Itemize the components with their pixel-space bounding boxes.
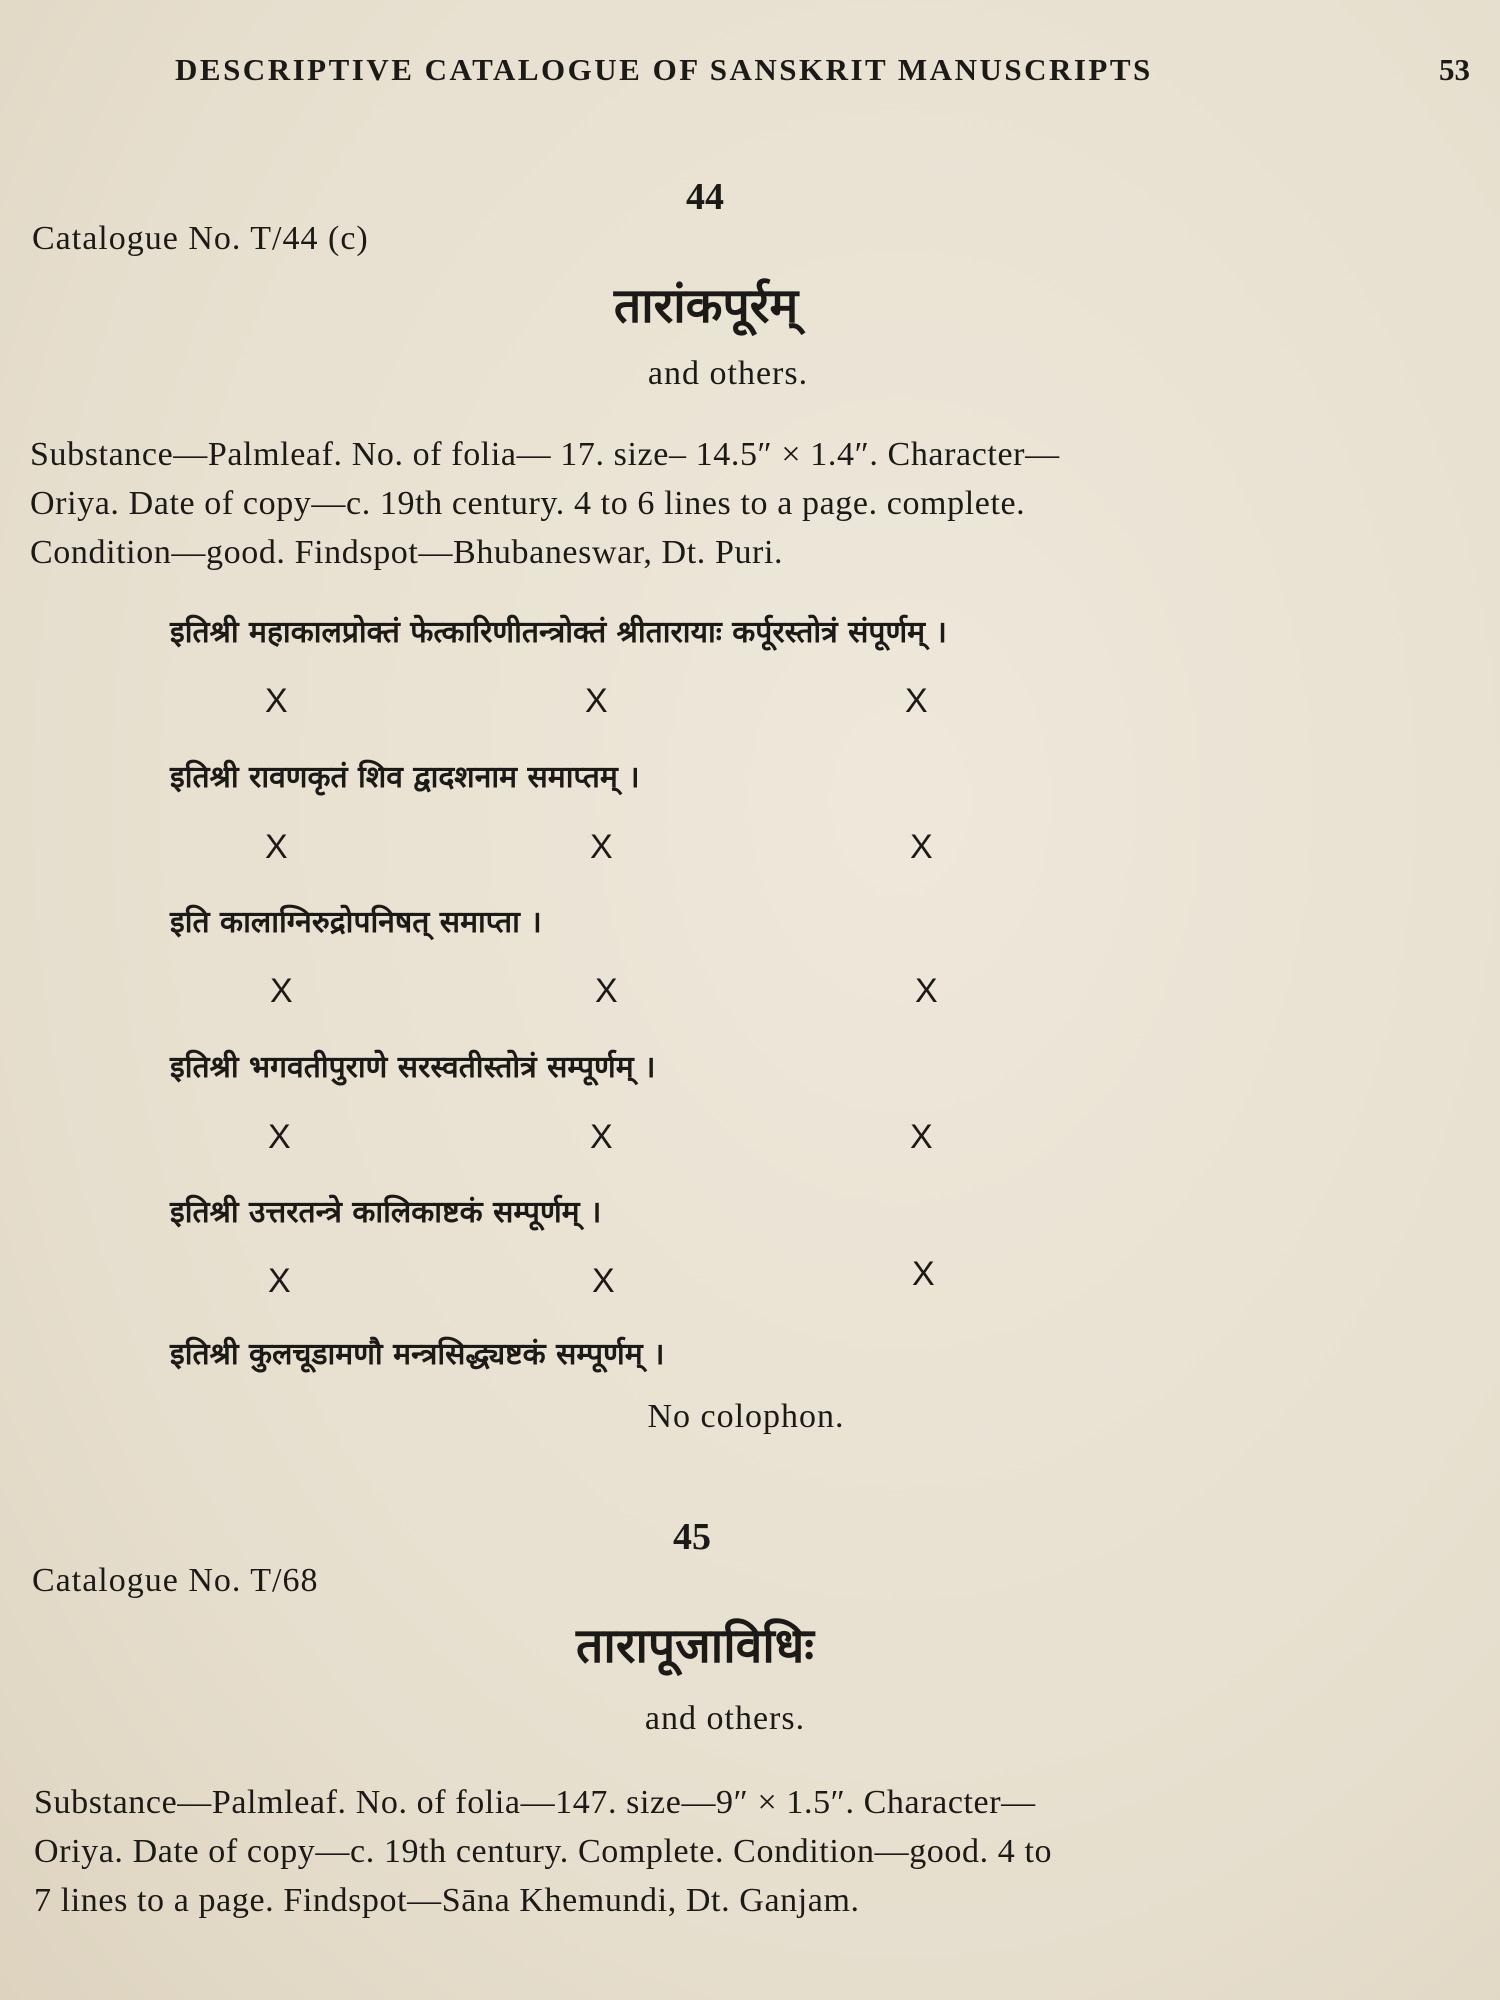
separator-mark: X: [590, 1118, 613, 1156]
separator-mark: X: [910, 828, 933, 866]
page-number: 53: [1439, 52, 1470, 87]
manuscript-title: तारांकपूर्रम्: [613, 278, 799, 334]
separator-mark: X: [590, 828, 613, 866]
separator-mark: X: [268, 1118, 291, 1156]
manuscript-subtitle: and others.: [644, 1700, 806, 1737]
separator-mark: X: [592, 1262, 615, 1300]
separator-mark: X: [585, 682, 608, 720]
entry-number: 45: [673, 1516, 711, 1558]
colophon-line: इतिश्री रावणकृतं शिव द्वादशनाम समाप्तम् ।: [170, 760, 640, 795]
description-line: Oriya. Date of copy—c. 19th century. Complete. Condition—good. 4 to: [34, 1833, 1053, 1870]
separator-mark: X: [270, 972, 293, 1010]
separator-mark: X: [595, 972, 618, 1010]
running-head: DESCRIPTIVE CATALOGUE OF SANSKRIT MANUSCRIPTS: [175, 52, 1153, 87]
manuscript-description: [30, 430, 1470, 577]
colophon-line: इतिश्री उत्तरतन्त्रे कालिकाष्टकं सम्पूर्णम् ।: [170, 1195, 602, 1230]
separator-mark: X: [268, 1262, 291, 1300]
manuscript-description: [34, 1778, 1474, 1925]
separator-mark: X: [265, 682, 288, 720]
description-line: Oriya. Date of copy—c. 19th century. 4 to 6 lines to a page. complete.: [30, 485, 1026, 522]
description-line: 7 lines to a page. Findspot—Sāna Khemundi, Dt. Ganjam.: [34, 1882, 860, 1919]
colophon-line: इतिश्री कुलचूडामणौ मन्त्रसिद्ध्यष्टकं सम्पूर्णम् ।: [170, 1337, 665, 1372]
manuscript-title: तारापूजाविधिः: [576, 1618, 814, 1674]
colophon-line: इतिश्री भगवतीपुराणे सरस्वतीस्तोत्रं सम्पूर्णम् ।: [170, 1050, 656, 1085]
description-line: Condition—good. Findspot—Bhubaneswar, Dt. Puri.: [30, 534, 784, 571]
manuscript-subtitle: and others.: [647, 355, 809, 392]
description-line: Substance—Palmleaf. No. of folia— 17. size– 14.5″ × 1.4″. Character—: [30, 436, 1060, 473]
colophon-line: इति कालाग्निरुद्रोपनिषत् समाप्ता ।: [170, 905, 542, 940]
separator-mark: X: [265, 828, 288, 866]
separator-mark: X: [905, 682, 928, 720]
entry-number: 44: [686, 176, 724, 218]
catalogue-number: Catalogue No. T/44 (c): [32, 220, 369, 257]
separator-mark: X: [915, 972, 938, 1010]
separator-mark: X: [910, 1118, 933, 1156]
colophon-line: इतिश्री महाकालप्रोक्तं फेत्कारिणीतन्त्रोक्तं श्रीतारायाः कर्पूरस्तोत्रं संपूर्णम् ।: [170, 615, 947, 650]
catalogue-number: Catalogue No. T/68: [32, 1562, 319, 1599]
description-line: Substance—Palmleaf. No. of folia—147. size—9″ × 1.5″. Character—: [34, 1784, 1036, 1821]
separator-mark: X: [912, 1255, 935, 1293]
no-colophon-note: No colophon.: [647, 1398, 845, 1435]
